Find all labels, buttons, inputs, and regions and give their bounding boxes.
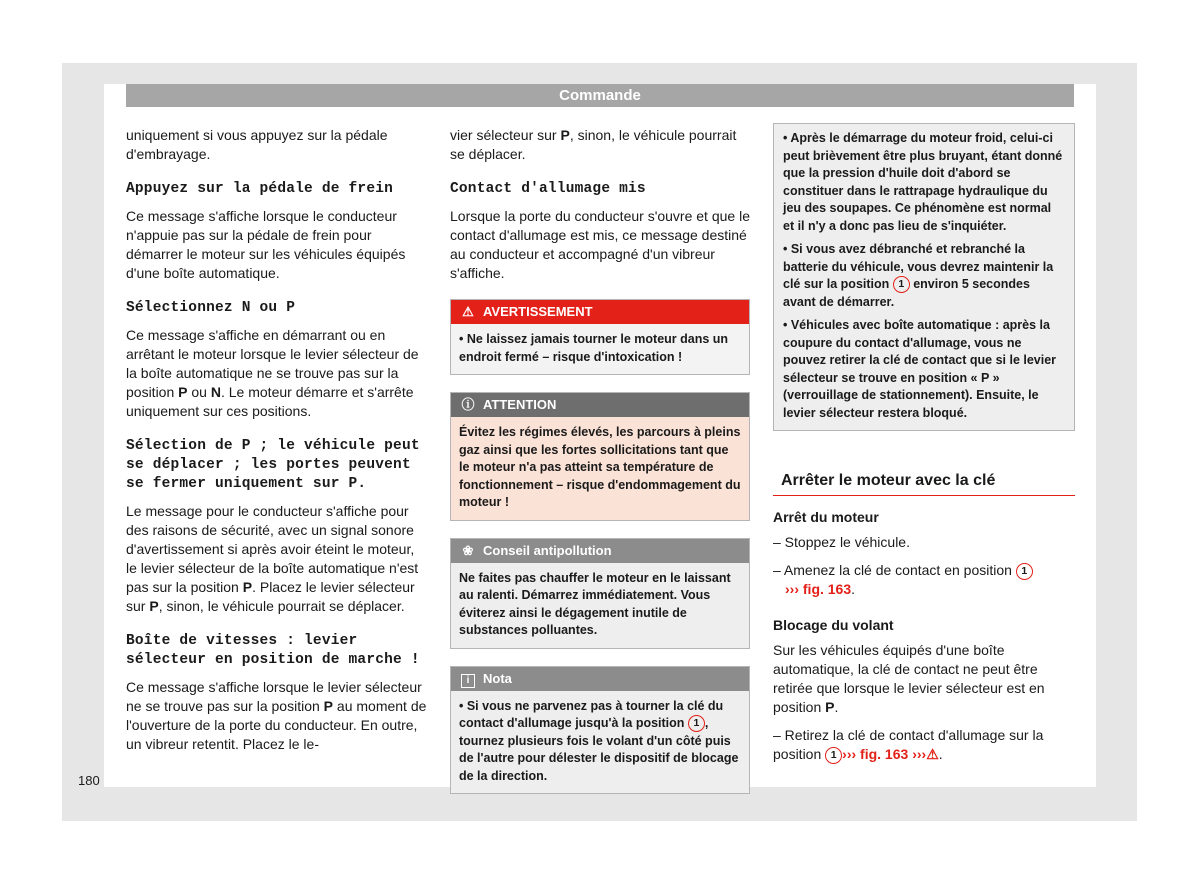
info-circle-icon: ⓘ: [461, 397, 475, 412]
flower-icon: ❀: [462, 542, 474, 558]
message-heading: Boîte de vitesses : levier sélecteur en position de marche !: [126, 633, 420, 668]
figure-link[interactable]: ››› fig. 163: [842, 746, 909, 762]
page-number: 180: [78, 773, 100, 788]
paragraph: Lorsque la porte du conducteur s'ouvre et que le contact d'allumage est mis, ce message destiné au conducteur et accompagné d'un vibreur s'affiche.: [450, 208, 750, 281]
column-1: [126, 126, 428, 770]
message-heading: Contact d'allumage mis: [450, 181, 646, 197]
warning-triangle-icon: ⚠: [462, 304, 474, 319]
subheading: Blocage du volant: [773, 617, 894, 633]
paragraph: uniquement si vous appuyez sur la pédale d'embrayage.: [126, 127, 388, 162]
paragraph: Ce message s'affiche en démarrant ou en arrêtant le moteur lorsque le levier sélecteur de la boîte automatique ne se trouve pas sur la position P ou N. Le moteur démarre et s'arrête uniquement sur ces positions.: [126, 327, 419, 419]
message-heading: Sélection de P ; le véhicule peut se déplacer ; les portes peuvent se fermer uniquement sur P.: [126, 438, 420, 492]
position-marker: 1: [688, 715, 705, 732]
step-item: – Stoppez le véhicule.: [773, 534, 910, 550]
paragraph: vier sélecteur sur P, sinon, le véhicule pourrait se déplacer.: [450, 127, 737, 162]
position-marker: 1: [1016, 563, 1033, 580]
column-3: [773, 126, 1075, 773]
attention-box: ⓘ ATTENTION Évitez les régimes élevés, les parcours à pleins gaz ainsi que les fortes sollicitations tant que le moteur n'a pas atteint sa température de fonctionnement – risque d'endommagement du moteur !: [450, 392, 750, 521]
eco-tip-box: ❀ Conseil antipollution Ne faites pas chauffer le moteur en le laissant au ralenti. Démarrez immédiatement. Vous éviterez ainsi le dégagement inutile de substances polluantes.: [450, 538, 750, 649]
info-square-icon: i: [459, 667, 477, 691]
step-item: – Amenez la clé de contact en position 1 ››› fig. 163.: [773, 561, 1075, 599]
warning-triangle-icon: ⚠: [926, 746, 939, 762]
figure-link[interactable]: ››› fig. 163: [785, 581, 852, 597]
message-heading: Appuyez sur la pédale de frein: [126, 181, 394, 197]
paragraph: Le message pour le conducteur s'affiche pour des raisons de sécurité, avec un signal sonore d'avertissement si après avoir éteint le moteur, le levier sélecteur de la boîte automatique n'est pas sur la position P. Placez le levier sélecteur sur P, sinon, le véhicule pourrait se déplacer.: [126, 503, 419, 614]
chapter-header: Commande: [126, 84, 1074, 107]
step-item: – Retirez la clé de contact d'allumage sur la position 1 ››› fig. 163 ›››⚠.: [773, 727, 1044, 762]
position-marker: 1: [825, 747, 842, 764]
section-title: Arrêter le moteur avec la clé: [773, 471, 1075, 496]
position-marker: 1: [893, 276, 910, 293]
note-box: i Nota • Si vous ne parvenez pas à tourner la clé du contact d'allumage jusqu'à la position 1 , tournez plusieurs fois le volant d'un côté puis de l'autre pour délester le dispositif de blocage de la direction.: [450, 666, 750, 795]
paragraph: Sur les véhicules équipés d'une boîte automatique, la clé de contact ne peut être retirée que lorsque le levier sélecteur est en position P.: [773, 642, 1045, 715]
message-heading: Sélectionnez N ou P: [126, 300, 296, 316]
paragraph: Ce message s'affiche lorsque le conducteur n'appuie pas sur la pédale de frein pour démarrer le moteur sur les véhicules équipés d'une boîte automatique.: [126, 208, 406, 281]
warning-box: ⚠ AVERTISSEMENT • Ne laissez jamais tourner le moteur dans un endroit fermé – risque d'intoxication !: [450, 299, 750, 375]
paragraph: Ce message s'affiche lorsque le levier sélecteur ne se trouve pas sur la position P au moment de l'ouverture de la porte du conducteur. En outre, un vibreur retentit. Placez le le-: [126, 679, 427, 752]
info-box: • Après le démarrage du moteur froid, celui-ci peut brièvement être plus bruyant, étant donné que la pression d'huile doit d'abord se constituer dans le rattrapage hydraulique du jeu des soupapes. Ce phénomène est normal et il n'y a donc pas lieu de s'inquiéter. • Si vous avez débranché et rebranché la batterie du véhicule, vous devrez maintenir la clé sur la position 1 environ 5 secondes avant de démarrer. • Véhicules avec boîte automatique : après la coupure du contact d'allumage, vous ne pouvez retirer la clé de contact que si le levier sélecteur se trouve en position « P » (verrouillage de stationnement). Ensuite, le levier sélecteur restera bloqué.: [773, 123, 1075, 431]
subheading: Arrêt du moteur: [773, 509, 879, 525]
column-2: [450, 126, 750, 811]
